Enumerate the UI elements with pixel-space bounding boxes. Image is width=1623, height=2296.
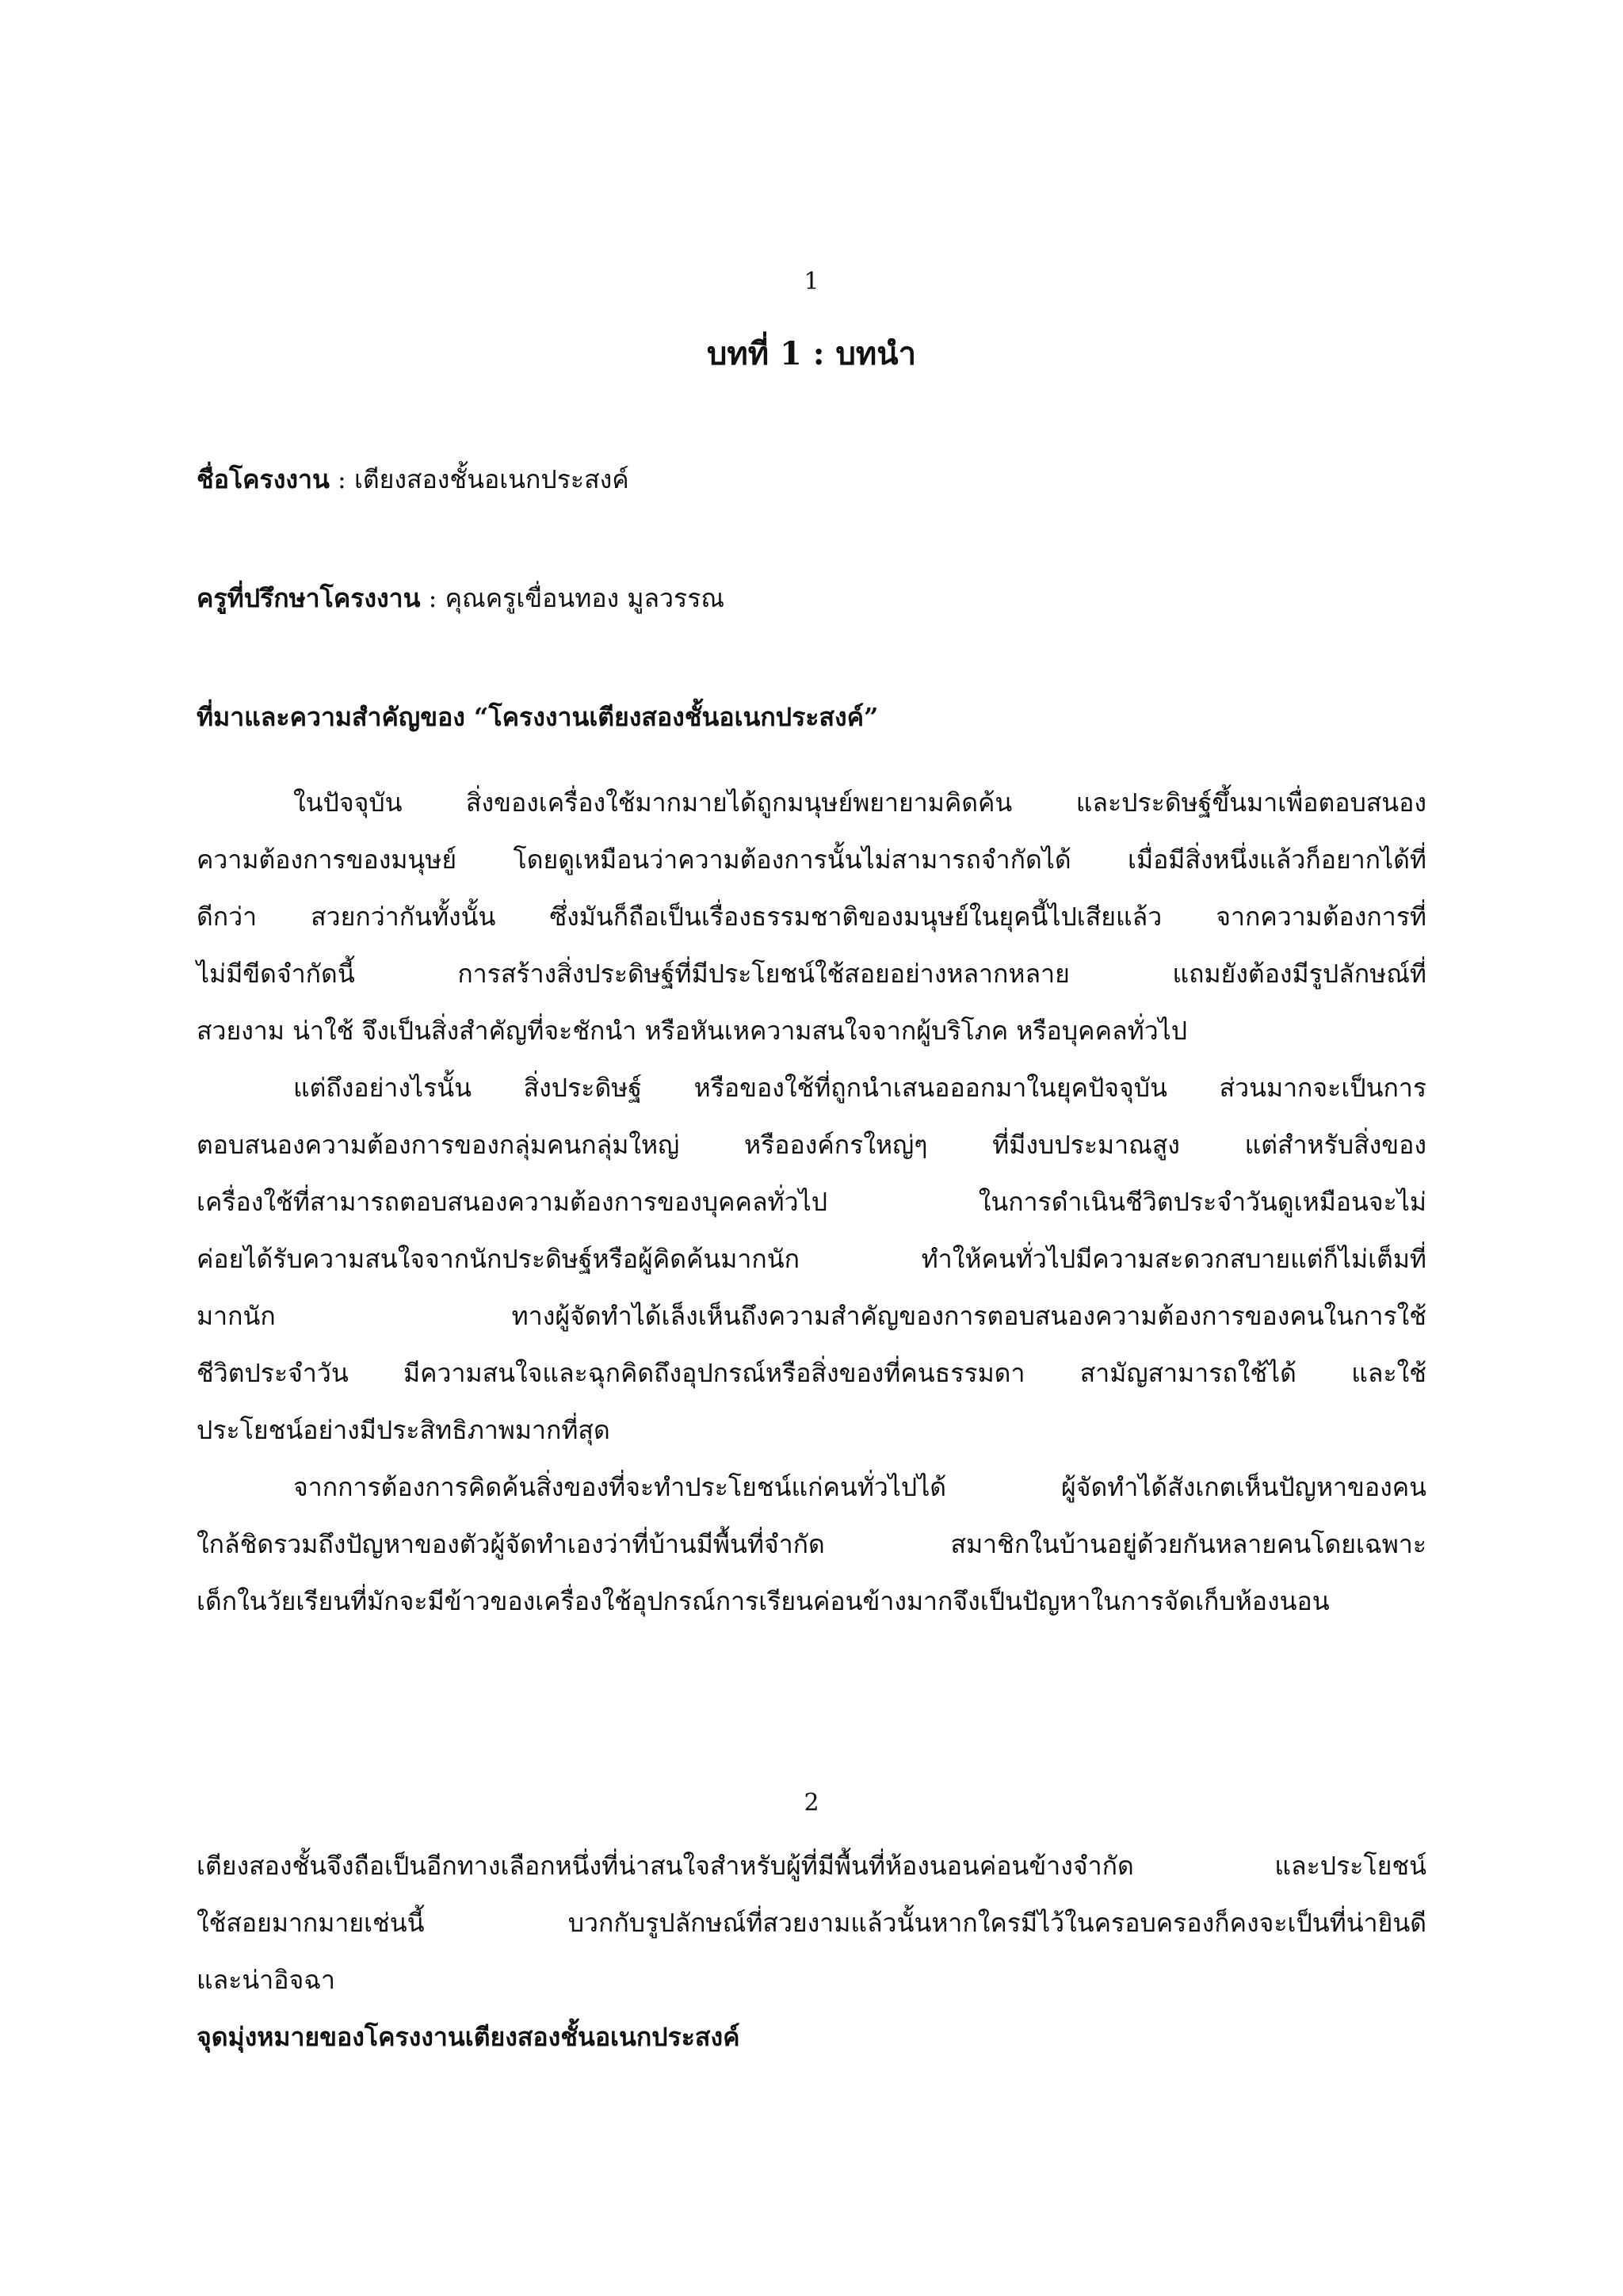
paragraph-line: ไม่มีขีดจำกัดนี้ การสร้างสิ่งประดิษฐ์ที่มีประโยชน์ใช้สอยอย่างหลากหลาย แถมยังต้องมีรูปลักษณ์ที่ [197, 959, 1426, 989]
project-name-value: เตียงสองชั้นอเนกประสงค์ [353, 464, 629, 494]
section-heading-background: ที่มาและความสำคัญของ “โครงงานเตียงสองชั้นอเนกประสงค์” [197, 702, 879, 732]
paragraph-line: ชีวิตประจำวัน มีความสนใจและฉุกคิดถึงอุปกรณ์หรือสิ่งของที่คนธรรมดา สามัญสามารถใช้ได้ และใช้ [197, 1358, 1426, 1388]
paragraph-line: ประโยชน์อย่างมีประสิทธิภาพมากที่สุด [197, 1415, 610, 1445]
advisor-separator: : [420, 583, 445, 613]
paragraph-line: สวยงาม น่าใช้ จึงเป็นสิ่งสำคัญที่จะชักนำ หรือหันเหความสนใจจากผู้บริโภค หรือบุคคลทั่วไป [197, 1016, 1188, 1046]
project-name-separator: : [329, 464, 354, 494]
paragraph-line: และน่าอิจฉา [197, 1965, 335, 1995]
page-number: 1 [804, 268, 819, 296]
chapter-title: บทที่ 1 : บทนำ [706, 335, 917, 372]
paragraph-line: เครื่องใช้ที่สามารถตอบสนองความต้องการของบุคคลทั่วไป ในการดำเนินชีวิตประจำวันดูเหมือนจะไม่ [197, 1187, 1426, 1217]
paragraph-line: ใกล้ชิดรวมถึงปัญหาของตัวผู้จัดทำเองว่าที่บ้านมีพื้นที่จำกัด สมาชิกในบ้านอยู่ด้วยกันหลายคนโดยเฉพาะ [197, 1529, 1426, 1559]
advisor-label: ครูที่ปรึกษาโครงงาน [197, 583, 421, 613]
section-heading-objectives: จุดมุ่งหมายของโครงงานเตียงสองชั้นอเนกประสงค์ [197, 2022, 740, 2052]
paragraph-line: เตียงสองชั้นจึงถือเป็นอีกทางเลือกหนึ่งที่น่าสนใจสำหรับผู้ที่มีพื้นที่ห้องนอนค่อนข้างจำกัด และประโยชน์ [197, 1851, 1426, 1881]
paragraph-line: ใช้สอยมากมายเช่นนี้ บวกกับรูปลักษณ์ที่สวยงามแล้วนั้นหากใครมีไว้ในครอบครองก็คงจะเป็นที่น่ายินดี [197, 1908, 1426, 1938]
page-number: 2 [804, 1789, 819, 1817]
paragraph-line: จากการต้องการคิดค้นสิ่งของที่จะทำประโยชน์แก่คนทั่วไปได้ ผู้จัดทำได้สังเกตเห็นปัญหาของคน [293, 1472, 1426, 1502]
paragraph-line: เด็กในวัยเรียนที่มักจะมีข้าวของเครื่องใช้อุปกรณ์การเรียนค่อนข้างมากจึงเป็นปัญหาในการจัดเก็บห้องนอน [197, 1586, 1330, 1616]
project-name-line [197, 460, 629, 500]
paragraph-line: ดีกว่า สวยกว่ากันทั้งนั้น ซึ่งมันก็ถือเป็นเรื่องธรรมชาติของมนุษย์ในยุคนี้ไปเสียแล้ว จากความต้องการที่ [197, 902, 1426, 932]
paragraph-line: ในปัจจุบัน สิ่งของเครื่องใช้มากมายได้ถูกมนุษย์พยายามคิดค้น และประดิษฐ์ขึ้นมาเพื่อตอบสนอง [293, 788, 1426, 818]
advisor-value: คุณครูเขื่อนทอง มูลวรรณ [445, 583, 725, 613]
paragraph-line: มากนัก ทางผู้จัดทำได้เล็งเห็นถึงความสำคัญของการตอบสนองความต้องการของคนในการใช้ [197, 1301, 1426, 1331]
paragraph-line: ค่อยได้รับความสนใจจากนักประดิษฐ์หรือผู้คิดค้นมากนัก ทำให้คนทั่วไปมีความสะดวกสบายแต่ก็ไม่เต็มที่ [197, 1244, 1426, 1274]
paragraph-line: ตอบสนองความต้องการของกลุ่มคนกลุ่มใหญ่ หรือองค์กรใหญ่ๆ ที่มีงบประมาณสูง แต่สำหรับสิ่งของ [197, 1130, 1426, 1160]
paragraph-line: ความต้องการของมนุษย์ โดยดูเหมือนว่าความต้องการนั้นไม่สามารถจำกัดได้ เมื่อมีสิ่งหนึ่งแล้วก็อยากได้ที่ [197, 845, 1426, 875]
paragraph-line: แต่ถึงอย่างไรนั้น สิ่งประดิษฐ์ หรือของใช้ที่ถูกนำเสนอออกมาในยุคปัจจุบัน ส่วนมากจะเป็นการ [293, 1073, 1426, 1103]
advisor-line [197, 578, 724, 619]
project-name-label: ชื่อโครงงาน [197, 464, 330, 494]
